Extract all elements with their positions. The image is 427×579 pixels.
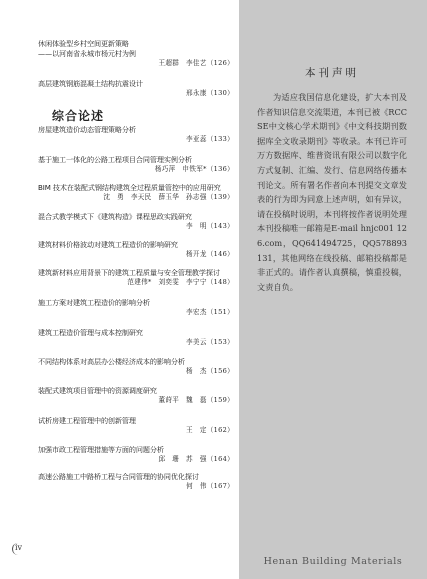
toc-entry-meta: 沈 勇 李天民 薛玉华 孙志强（139） bbox=[103, 193, 234, 201]
toc-entry-meta: 王 定（162） bbox=[186, 426, 234, 434]
toc-entry-title: 装配式建筑项目管理中的资源调度研究 bbox=[38, 386, 157, 395]
toc-entry-meta: 范建伟* 刘奕雯 李宁宁（148） bbox=[127, 278, 234, 286]
toc-entry[interactable] bbox=[38, 357, 234, 376]
toc-entry-title: 高层建筑钢筋混凝土结构抗震设计 bbox=[38, 79, 143, 88]
toc-entry-meta: 邢永康（130） bbox=[186, 89, 234, 97]
toc-entry-meta: 杨巧萍 申铁军*（136） bbox=[154, 165, 234, 173]
toc-entry-meta: 李 明（143） bbox=[186, 222, 234, 230]
toc-entry-title: 混合式教学模式下《建筑构造》课程思政实践研究 bbox=[38, 212, 192, 221]
toc-entry-meta: 王超群 李佳艺（126） bbox=[158, 59, 234, 67]
toc-entry[interactable] bbox=[38, 416, 234, 435]
toc-entry[interactable] bbox=[38, 386, 234, 405]
page-number: iv bbox=[15, 543, 35, 555]
toc-entry[interactable] bbox=[38, 155, 234, 174]
toc-entry[interactable] bbox=[38, 79, 234, 98]
toc-entry-title: 不同结构体系对高层办公楼经济成本的影响分析 bbox=[38, 357, 185, 366]
toc-entry[interactable] bbox=[38, 240, 234, 259]
toc-entry-meta: 李宏杰（151） bbox=[186, 308, 234, 316]
toc-entry[interactable] bbox=[38, 472, 234, 491]
toc-entry-meta: 邱 珊 苏 强（164） bbox=[158, 455, 234, 463]
toc-entry-title: 加强市政工程管理措施等方面的问题分析 bbox=[38, 445, 164, 454]
toc-entry[interactable] bbox=[38, 39, 234, 68]
notice-title: 本刊声明 bbox=[305, 67, 359, 79]
toc-entry-title: 试析房建工程管理中的创新管理 bbox=[38, 416, 136, 425]
toc-entry[interactable] bbox=[38, 268, 234, 287]
toc-entry-title: 建筑新材料应用背景下的建筑工程质量与安全管理教学探讨 bbox=[38, 268, 220, 277]
toc-entry-meta: 何 伟（167） bbox=[186, 482, 234, 490]
toc-entry[interactable] bbox=[38, 445, 234, 464]
toc-entry[interactable] bbox=[38, 298, 234, 317]
toc-entry[interactable] bbox=[38, 328, 234, 347]
toc-entry-meta: 李美云（153） bbox=[186, 338, 234, 346]
notice-box bbox=[257, 65, 407, 294]
toc-entry-meta: 杨 杰（156） bbox=[186, 367, 234, 375]
toc-entry-title: 基于施工一体化的公路工程项目合同管理实例分析 bbox=[38, 155, 192, 164]
footer-journal-name: Henan Building Materials bbox=[263, 556, 403, 567]
toc-entry-title: 高速公路施工中路桥工程与合同管理的协同优化探讨 bbox=[38, 472, 199, 481]
toc-entry-title: 休闲体验型乡村空间更新策略 bbox=[38, 39, 129, 48]
toc-entry-meta: 董莳平 魏 磊（159） bbox=[158, 396, 234, 404]
toc-entry-meta: 李亚蕊（133） bbox=[186, 135, 234, 143]
toc-entry-title: BIM 技术在装配式钢结构建筑全过程质量管控中的应用研究 bbox=[38, 183, 221, 192]
toc-entry-subtitle: ——以河南省永城市杨元村为例 bbox=[38, 49, 136, 58]
toc-entry-title: 施工方案对建筑工程造价的影响分析 bbox=[38, 298, 150, 307]
toc-entry-meta: 杨开龙（146） bbox=[186, 250, 234, 258]
toc-entry[interactable] bbox=[38, 125, 234, 144]
toc-entry-title: 房屋建筑造价动态管理策略分析 bbox=[38, 125, 136, 134]
section-heading: 综合论述 bbox=[52, 109, 105, 123]
toc-entry-title: 建筑工程造价管理与成本控制研究 bbox=[38, 328, 143, 337]
toc-entry-title: 建筑材料价格波动对建筑工程造价的影响研究 bbox=[38, 240, 178, 249]
notice-body: 为适应我国信息化建设，扩大本刊及作者知识信息交流渠道，本刊已被《RCCSE中文核心学术期刊》《中文科技期刊数据库全文收录期刊》等收录。本刊已许可万方数据库、维普资讯有限公司以数字化方式复制、汇编、发行、信息网络传播本刊论文。所有署名作者向本刊提交文章发表的行为即为同意上述声明，如有异议，请在投稿时说明，本刊将按作者说明处理本刊投稿唯一邮箱是E-mail hnjc001 126.com，QQ641494725，QQ578893131，其他网络在线投稿、邮箱投稿都是非正式的。请作者认真撰稿，慎重投稿，文责自负。 bbox=[257, 92, 407, 292]
toc-entry[interactable] bbox=[38, 183, 234, 202]
toc-entry[interactable] bbox=[38, 212, 234, 231]
